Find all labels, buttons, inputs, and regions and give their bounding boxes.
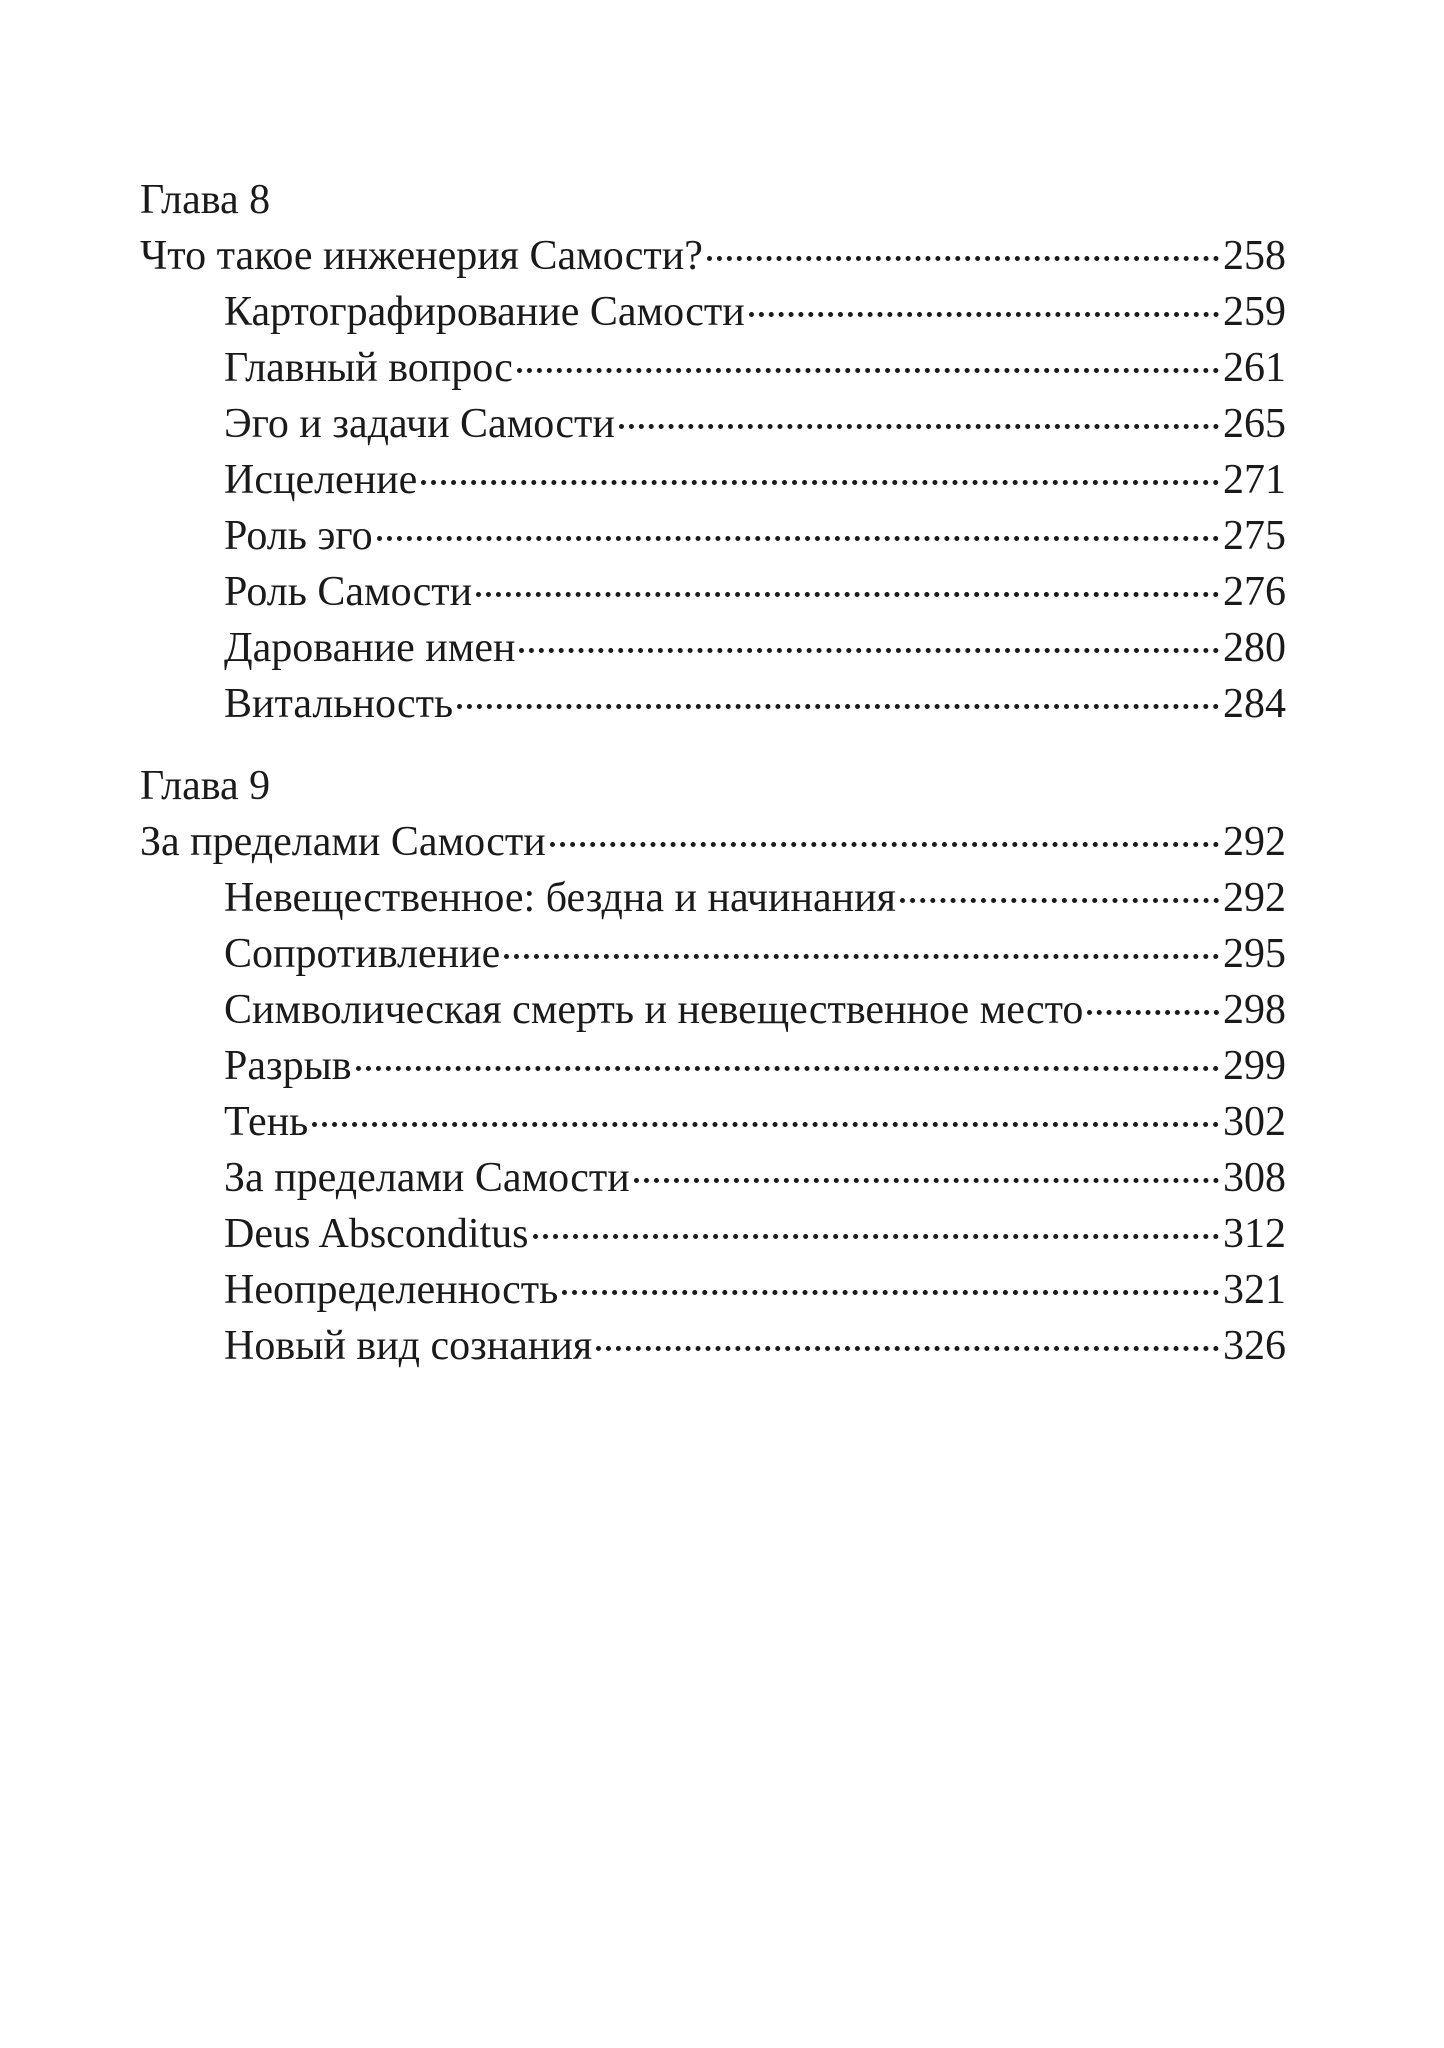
page-number: 265: [1223, 401, 1286, 447]
page-number: 326: [1223, 1323, 1286, 1369]
toc-entry[interactable]: [140, 284, 1286, 340]
toc-entry[interactable]: [140, 1150, 1286, 1206]
entry-title: Разрыв: [224, 1043, 352, 1089]
dot-leader: [377, 536, 1219, 541]
dot-leader: [749, 312, 1219, 317]
entry-title: Тень: [224, 1099, 309, 1145]
entry-title: Символическая смерть и невещественное место: [224, 987, 1084, 1033]
dot-leader: [707, 256, 1219, 261]
entry-title: Невещественное: бездна и начинания: [224, 875, 896, 921]
toc-entry[interactable]: [140, 396, 1286, 452]
page-number: 271: [1223, 457, 1286, 503]
dot-leader: [457, 704, 1219, 709]
dot-leader: [356, 1066, 1219, 1071]
toc-entry[interactable]: [140, 1094, 1286, 1150]
entry-title: Новый вид сознания: [224, 1323, 593, 1369]
chapter-9-section: [140, 758, 1286, 1374]
dot-leader: [619, 424, 1219, 429]
page-number: 295: [1223, 931, 1286, 977]
toc-entry-main[interactable]: [140, 228, 1286, 284]
toc-entry[interactable]: [140, 1206, 1286, 1262]
entry-title: Главный вопрос: [224, 345, 513, 391]
dot-leader: [421, 480, 1219, 485]
toc-entry-main[interactable]: [140, 814, 1286, 870]
entry-title: За пределами Самости: [224, 1155, 630, 1201]
dot-leader: [1087, 1010, 1219, 1015]
entry-title: Эго и задачи Самости: [224, 401, 615, 447]
toc-entry[interactable]: [140, 508, 1286, 564]
dot-leader: [900, 898, 1219, 903]
chapter-label: Глава 8: [140, 177, 271, 223]
entry-title: Роль Самости: [224, 569, 473, 615]
entry-title: Неопределенность: [224, 1267, 559, 1313]
table-of-contents: [140, 172, 1286, 1400]
page-number: 258: [1223, 233, 1286, 279]
chapter-label: Глава 9: [140, 763, 271, 809]
page-number: 321: [1223, 1267, 1286, 1313]
dot-leader: [312, 1122, 1219, 1127]
dot-leader: [476, 592, 1219, 597]
entry-title: Сопротивление: [224, 931, 501, 977]
entry-title: Исцеление: [224, 457, 418, 503]
toc-entry[interactable]: [140, 676, 1286, 732]
toc-entry[interactable]: [140, 340, 1286, 396]
dot-leader: [533, 1234, 1220, 1239]
entry-title: За пределами Самости: [140, 819, 546, 865]
toc-entry[interactable]: [140, 926, 1286, 982]
toc-entry[interactable]: [140, 1038, 1286, 1094]
dot-leader: [634, 1178, 1219, 1183]
page-number: 292: [1223, 819, 1286, 865]
entry-title: Витальность: [224, 681, 454, 727]
entry-title: Что такое инженерия Самости?: [140, 233, 703, 279]
entry-title: Роль эго: [224, 513, 373, 559]
toc-entry[interactable]: [140, 564, 1286, 620]
dot-leader: [562, 1290, 1219, 1295]
dot-leader: [519, 648, 1219, 653]
toc-entry[interactable]: [140, 452, 1286, 508]
dot-leader: [596, 1346, 1219, 1351]
page-number: 276: [1223, 569, 1286, 615]
page-number: 299: [1223, 1043, 1286, 1089]
page-number: 284: [1223, 681, 1286, 727]
page-number: 292: [1223, 875, 1286, 921]
toc-entry[interactable]: [140, 1318, 1286, 1374]
entry-title: Дарование имен: [224, 625, 516, 671]
page-number: 298: [1223, 987, 1286, 1033]
page-number: 308: [1223, 1155, 1286, 1201]
page-number: 261: [1223, 345, 1286, 391]
toc-entry[interactable]: [140, 1262, 1286, 1318]
toc-entry[interactable]: [140, 982, 1286, 1038]
page-number: 280: [1223, 625, 1286, 671]
dot-leader: [550, 842, 1219, 847]
toc-entry[interactable]: [140, 620, 1286, 676]
entry-title: Deus Absconditus: [224, 1211, 529, 1257]
dot-leader: [517, 368, 1219, 373]
dot-leader: [504, 954, 1219, 959]
toc-entry[interactable]: [140, 870, 1286, 926]
entry-title: Картографирование Самости: [224, 289, 745, 335]
page-number: 312: [1223, 1211, 1286, 1257]
chapter-8-section: [140, 172, 1286, 732]
page-number: 259: [1223, 289, 1286, 335]
page-number: 275: [1223, 513, 1286, 559]
page-number: 302: [1223, 1099, 1286, 1145]
